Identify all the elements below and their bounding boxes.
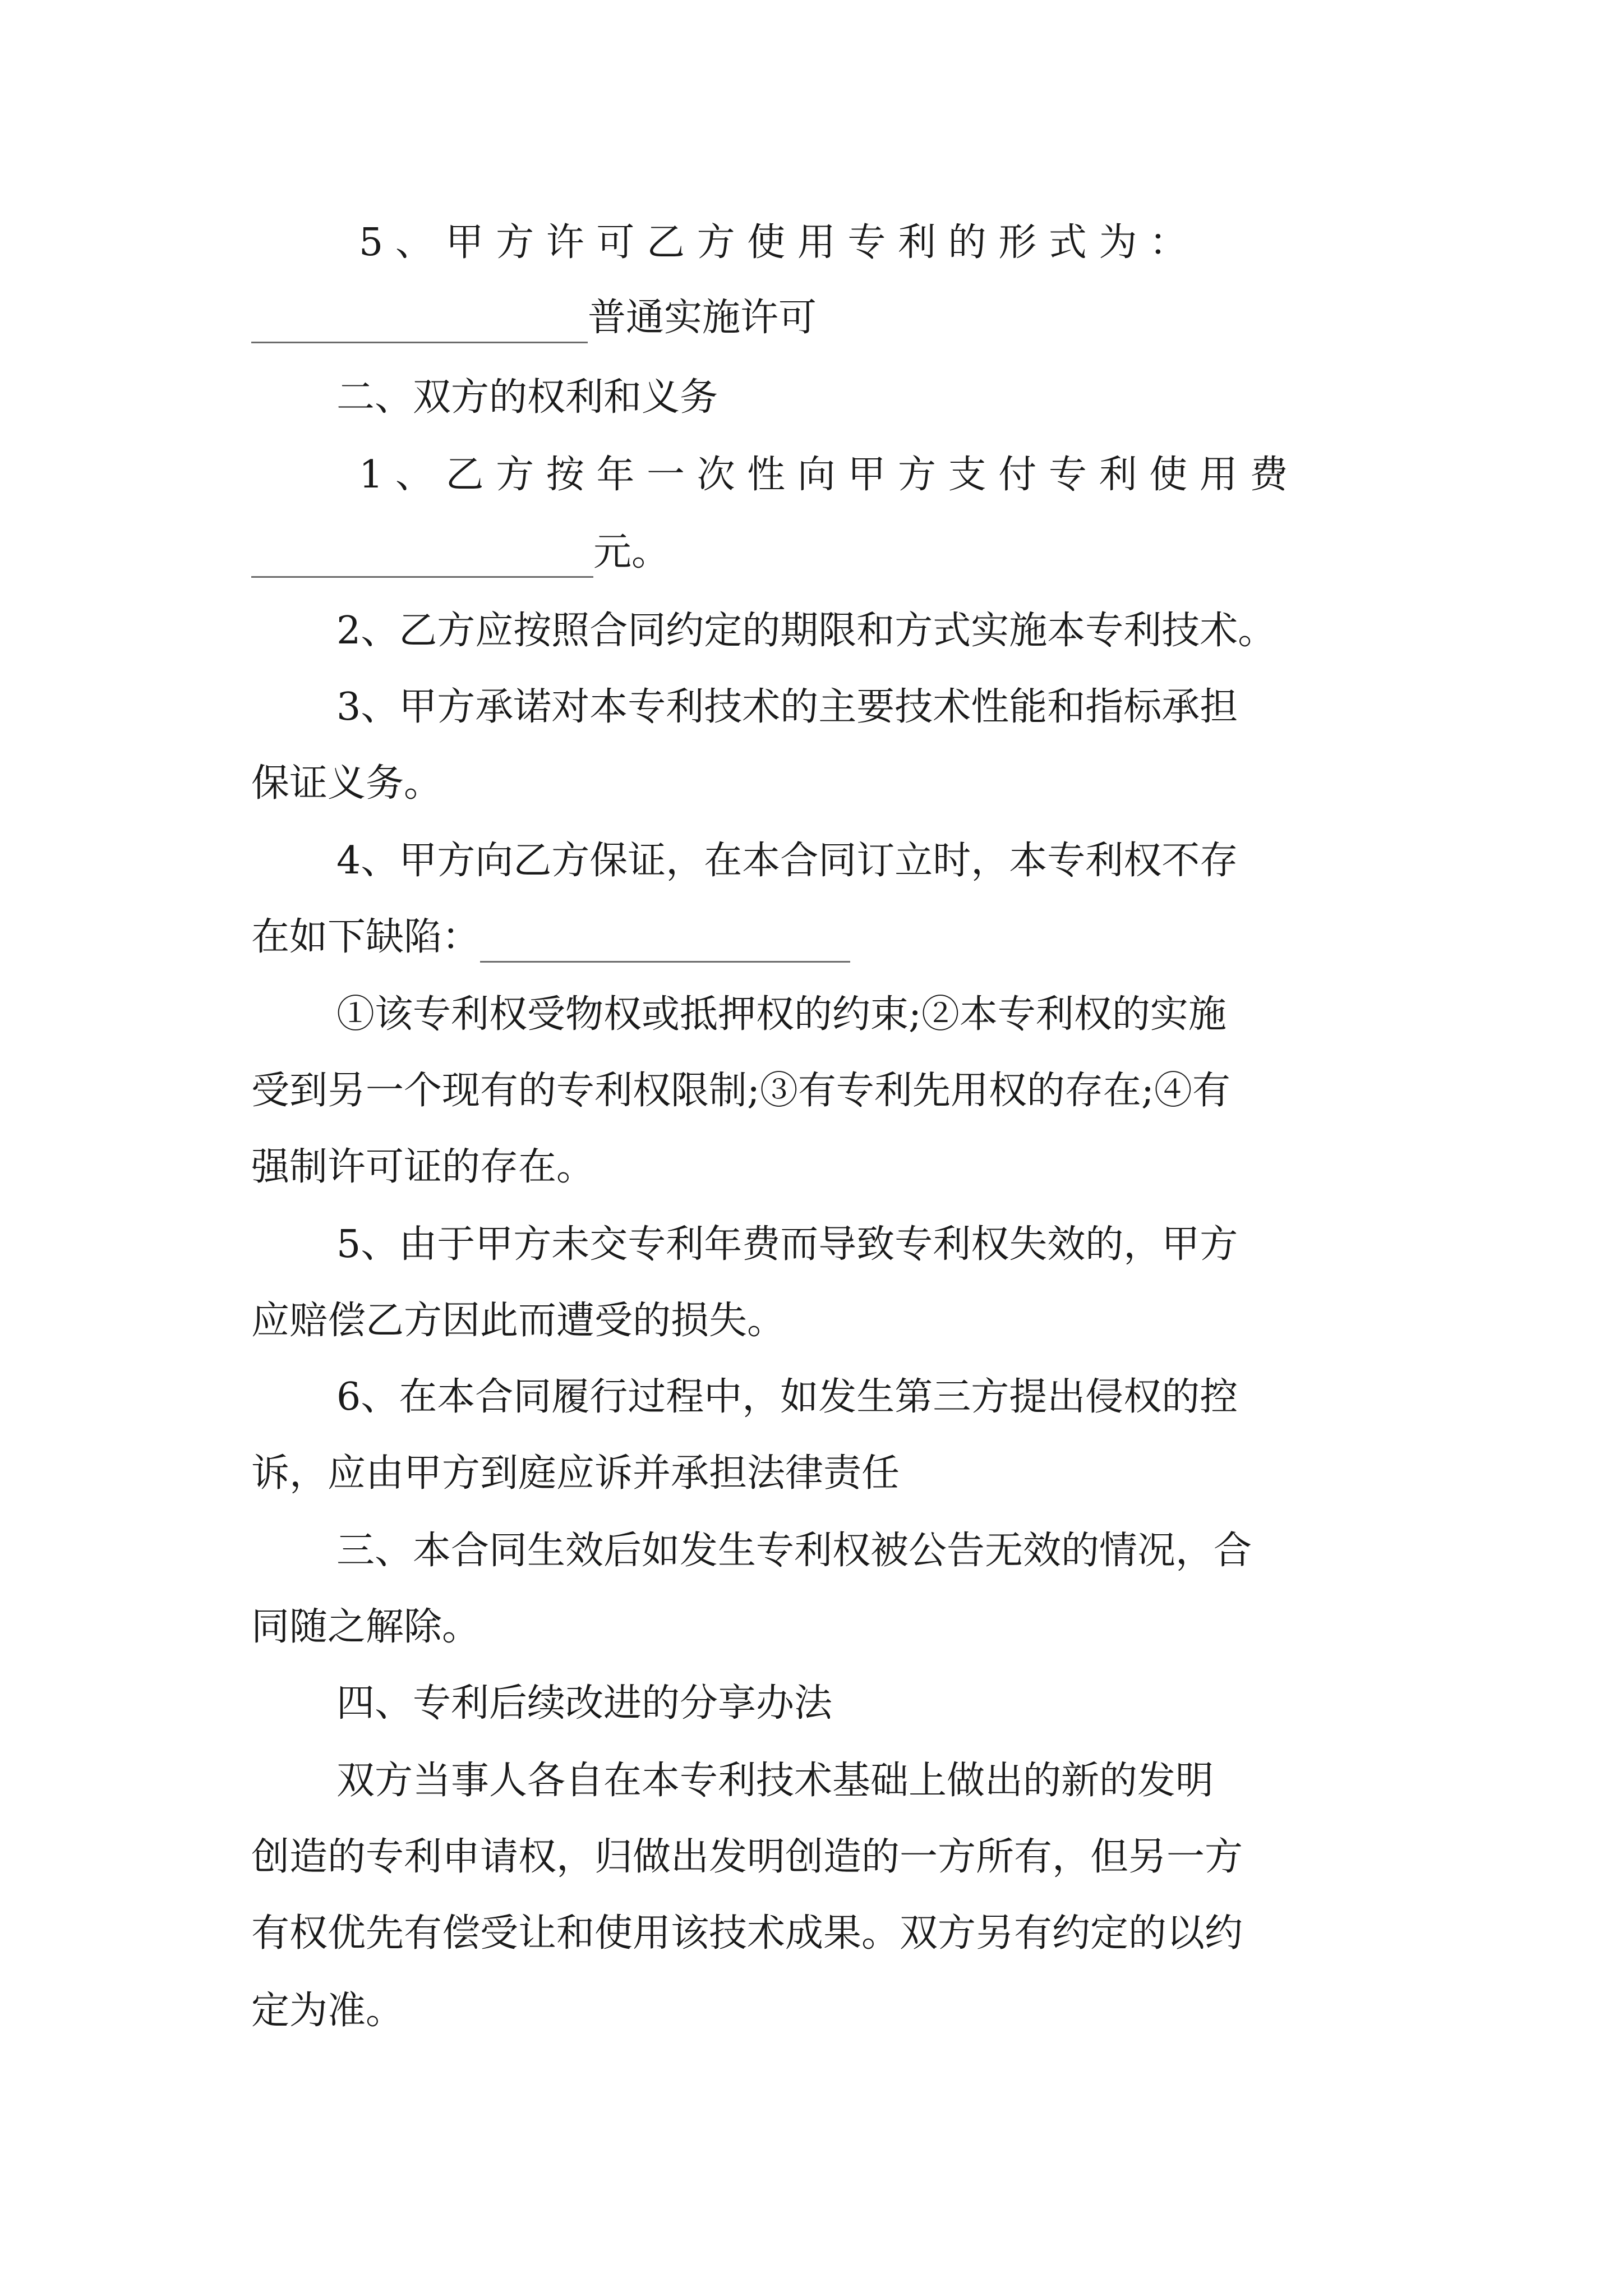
clause-text: 2、乙方应按照合同约定的期限和方式实施本专利技术。 (336, 609, 1276, 653)
clause-text: 应赔偿乙方因此而遭受的损失。 (251, 1299, 786, 1343)
section-3-invalidation-line1 (336, 1526, 1252, 1576)
clause-4-warranty-line2 (251, 912, 850, 963)
clause-text: 有权优先有偿受让和使用该技术成果。双方另有约定的以约 (251, 1911, 1243, 1955)
defects-list-line3 (251, 1142, 594, 1193)
clause-text: 3、甲方承诺对本专利技术的主要技术性能和指标承担 (336, 685, 1238, 729)
clause-text: 4、甲方向乙方保证，在本合同订立时，本专利权不存 (336, 839, 1238, 883)
clause-text: ①该专利权受物权或抵押权的约束;②本专利权的实施 (336, 992, 1227, 1037)
section-heading-improvements (336, 1678, 832, 1729)
clause-2-implementation (336, 606, 1276, 656)
clause-text: 保证义务。 (251, 761, 442, 806)
clause-text: 在如下缺陷： (251, 915, 481, 959)
clause-text: 6、在本合同履行过程中，如发生第三方提出侵权的控 (336, 1375, 1238, 1419)
heading-text: 二、双方的权利和义务 (336, 375, 718, 420)
clause-text: 受到另一个现有的专利权限制;③有专利先用权的存在;④有 (251, 1069, 1230, 1113)
improvements-clause-line3 (251, 1908, 1243, 1959)
filled-value: 普通实施许可 (588, 296, 817, 340)
clause-text: 5 、 甲 方 许 可 乙 方 使 用 专 利 的 形 式 为 ： (359, 220, 1188, 265)
fill-in-blank (251, 300, 588, 343)
clause-6-infringement-line1 (336, 1372, 1238, 1423)
defects-list-line1 (336, 990, 1227, 1040)
clause-3-guarantee-line1 (336, 682, 1238, 733)
clause-text: 双方当事人各自在本专利技术基础上做出的新的发明 (336, 1759, 1214, 1803)
section-heading-rights-obligations (336, 372, 718, 423)
clause-1-payment-line1 (359, 450, 1385, 500)
clause-4-warranty-line1 (336, 836, 1238, 886)
clause-6-infringement-line2 (251, 1448, 900, 1499)
clause-text: 元。 (593, 530, 670, 574)
clause-5-annual-fee-line2 (251, 1296, 785, 1346)
fill-in-blank (251, 535, 593, 578)
fill-in-blank (480, 919, 850, 963)
clause-5-annual-fee-line1 (336, 1220, 1238, 1270)
section-3-invalidation-line2 (251, 1602, 480, 1653)
heading-text: 四、专利后续改进的分享办法 (336, 1681, 833, 1726)
clause-text: 创造的专利申请权，归做出发明创造的一方所有，但另一方 (251, 1835, 1243, 1879)
clause-1-payment-line2 (251, 527, 670, 578)
defects-list-line2 (251, 1066, 1230, 1116)
clause-text: 5、由于甲方未交专利年费而导致专利权失效的，甲方 (336, 1222, 1238, 1267)
clause-text: 诉，应由甲方到庭应诉并承担法律责任 (251, 1451, 900, 1496)
clause-text: 强制许可证的存在。 (251, 1145, 595, 1189)
clause-text: 定为准。 (251, 1989, 404, 2033)
improvements-clause-line2 (251, 1832, 1243, 1883)
clause-5-license-form-line2 (251, 293, 817, 343)
clause-text: 同随之解除。 (251, 1605, 481, 1649)
clause-text: 三、本合同生效后如发生专利权被公告无效的情况，合 (336, 1529, 1252, 1573)
improvements-clause-line1 (336, 1756, 1214, 1806)
clause-text: 1 、 乙 方 按 年 一 次 性 向 甲 方 支 付 专 利 使 用 费 (359, 453, 1288, 497)
clause-5-license-form-line1 (359, 218, 1390, 268)
clause-3-guarantee-line2 (251, 758, 442, 809)
improvements-clause-line4 (251, 1986, 404, 2036)
